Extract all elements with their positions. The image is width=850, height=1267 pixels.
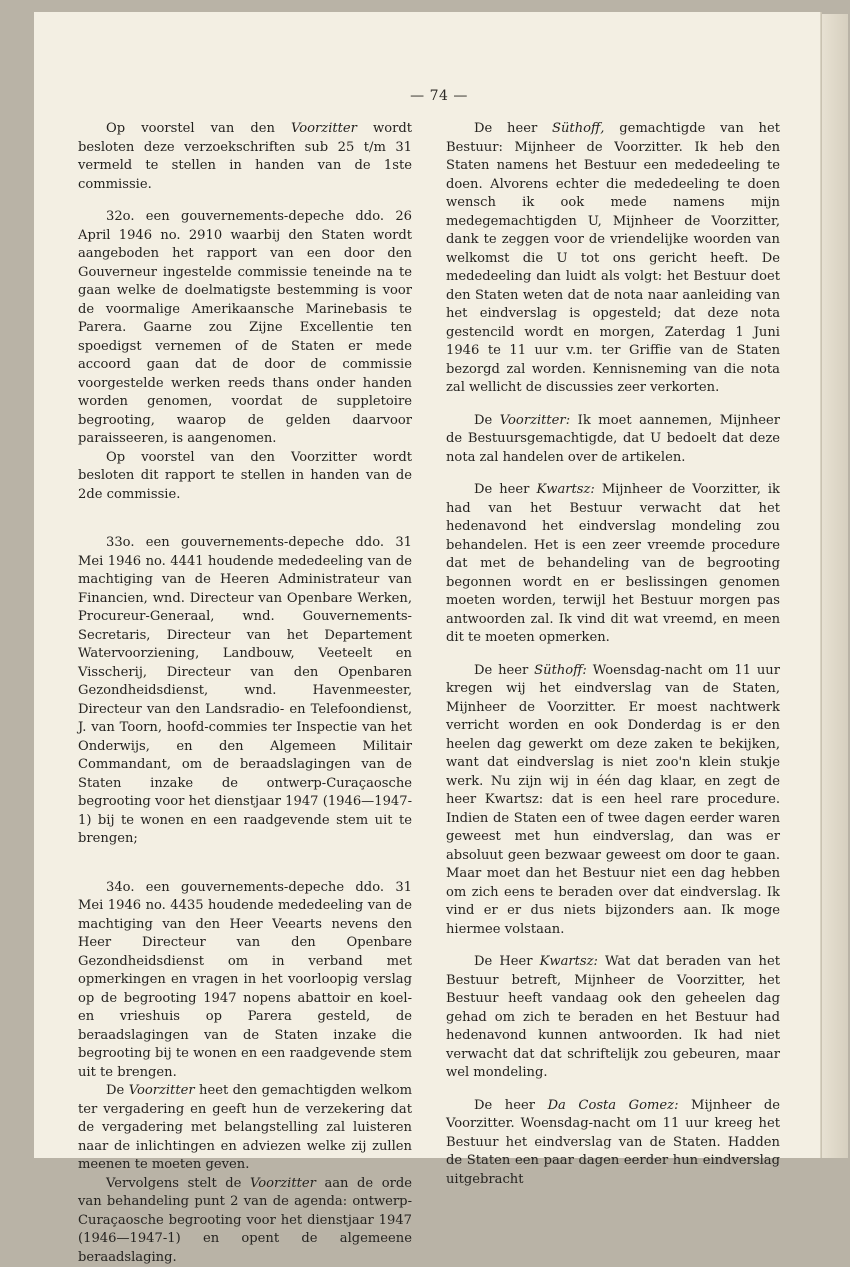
text-run: De heer xyxy=(474,1098,548,1113)
speaker-name: Kwartsz: xyxy=(536,482,594,497)
text-run: Vervolgens stelt de xyxy=(106,1176,250,1191)
page-number: — 74 — xyxy=(384,88,494,104)
text-run: De heer xyxy=(474,663,534,678)
paragraph xyxy=(446,662,780,940)
text-run: heet den gemachtigden welkom ter vergadering en geeft hun de verzekering dat de vergadering met belangstelling zal luisteren naar de inlichtingen en adviezen welke zij zullen meenen te moeten geven. xyxy=(78,1083,412,1172)
paragraph xyxy=(78,449,412,505)
paragraph xyxy=(78,208,412,449)
text-run: Mijnheer de Voorzitter, ik had van het Bestuur verwacht dat het hedenavond het eindverslag mondeling zou behandelen. Het is een zeer vreemde procedure dat met de behandeling van de begrooting begonnen wordt en er beslissingen genomen moeten worden, terwijl het Bestuur morgen pas antwoorden zal. Ik vind dit wat vreemd, en meen dit te moeten opmerken. xyxy=(446,482,780,645)
paragraph xyxy=(78,1082,412,1175)
text-run: De xyxy=(474,413,500,428)
text-run: wordt besloten deze verzoekschriften sub 25 t/m 31 vermeld te stellen in handen van de 1ste commissie. xyxy=(78,121,412,192)
paragraph xyxy=(78,1175,412,1267)
speaker-name: Süthoff, xyxy=(552,121,604,136)
paragraph xyxy=(446,953,780,1083)
text-run: 33o. een gouvernements-depeche ddo. 31 Mei 1946 no. 4441 houdende mededeeling van de machtiging van de Heeren Administrateur van Financien, wnd. Directeur van Openbare Werken, Procureur-Generaal, wnd. Gouvernements-Secretaris, Directeur van het Departement Watervoorziening, Landbouw, Veeteelt en Visscherij, Directeur van den Openbaren Gezondheidsdienst, wnd. Havenmeester, Directeur van den Landsradio- en Telefoondienst, J. van Toorn, hoofd-commies ter Inspectie van het Onderwijs, en den Algemeen Militair Commandant, om de beraadslagingen van de Staten inzake de ontwerp-Curaçaosche begrooting voor het dienstjaar 1947 (1946—1947-1) bij te wonen en een raadgevende stem uit te brengen; xyxy=(78,535,412,846)
text-run: De heer xyxy=(474,121,552,136)
text-run: aan de orde van behandeling punt 2 van de agenda: ontwerp-Curaçaosche begrooting voor het dienstjaar 1947 (1946—1947-1) en opent de algemeene beraadslaging. xyxy=(78,1176,412,1265)
speaker-name: Voorzitter xyxy=(291,121,357,136)
speaker-name: Süthoff: xyxy=(534,663,587,678)
paragraph xyxy=(446,120,780,398)
text-run: 32o. een gouvernements-depeche ddo. 26 April 1946 no. 2910 waarbij den Staten wordt aangeboden het rapport van een door den Gouverneur ingestelde commissie teneinde na te gaan welke de doelmatigste bestemming is voor de voormalige Amerikaansche Marinebasis te Parera. Gaarne zou Zijne Excellentie ten spoedigst vernemen of de Staten er mede accoord gaan dat de door de commissie voorgestelde werken reeds thans onder handen worden genomen, voordat de suppletoire begrooting, waarop de gelden daarvoor paraisseeren, is aangenomen. xyxy=(78,209,412,446)
text-run: 34o. een gouvernements-depeche ddo. 31 Mei 1946 no. 4435 houdende mededeeling van de machtiging van den Heer Veearts nevens den Heer Directeur van den Openbare Gezondheidsdienst om in verband met opmerkingen en vragen in het voorloopig verslag op de begrooting 1947 nopens abattoir en koel- en vrieshuis op Parera gesteld, de beraadslagingen van de Staten inzake die begrooting bij te wonen en een raadgevende stem uit te brengen. xyxy=(78,880,412,1080)
left-column xyxy=(78,120,412,1267)
speaker-name: Da Costa Gomez: xyxy=(548,1098,679,1113)
text-run: Ik moet aannemen, Mijnheer de Bestuursgemachtigde, dat U bedoelt dat deze nota zal handelen over de artikelen. xyxy=(446,413,780,465)
paragraph xyxy=(446,1097,780,1190)
text-run: gemachtigde van het Bestuur: Mijnheer de Voorzitter. Ik heb den Staten namens het Bestuur een mededeeling te doen. Alvorens echter die mededeeling te doen wensch ik ook mede namens mijn medegemachtigden U, Mijnheer de Voorzitter, dank te zeggen voor de vriendelijke woorden van welkomst die U tot ons gericht heeft. De mededeeling dan luidt als volgt: het Bestuur doet den Staten weten dat de nota naar aanleiding van het eindverslag is opgesteld; dat deze nota gestencild wordt en morgen, Zaterdag 1 Juni 1946 te 11 uur v.m. ter Griffie van de Staten bezorgd zal worden. Kennisneming van die nota zal wellicht de discussies zeer verkorten. xyxy=(446,121,780,395)
text-run: De heer xyxy=(474,482,536,497)
speaker-name: Voorzitter: xyxy=(500,413,570,428)
next-page-edge xyxy=(822,14,848,1158)
text-run: De xyxy=(106,1083,129,1098)
text-run: Op voorstel van den Voorzitter wordt besloten dit rapport te stellen in handen van de 2de commissie. xyxy=(78,450,412,502)
text-run: Wat dat beraden van het Bestuur betreft, Mijnheer de Voorzitter, het Bestuur heeft vandaag ook den geheelen dag gehad om zich te beraden en het Bestuur had hedenavond kunnen antwoorden. Ik had niet verwacht dat dat schriftelijk zou gebeuren, maar wel mondeling. xyxy=(446,954,780,1080)
right-column xyxy=(446,120,780,1189)
paragraph xyxy=(78,120,412,194)
text-run: Mijnheer de Voorzitter. Woensdag-nacht om 11 uur kreeg het Bestuur het eindverslag van de Staten. Hadden de Staten een paar dagen eerder hun eindverslag uitgebracht xyxy=(446,1098,780,1187)
paragraph xyxy=(78,534,412,849)
paragraph xyxy=(446,412,780,468)
speaker-name: Kwartsz: xyxy=(540,954,598,969)
paragraph xyxy=(446,481,780,648)
text-run: Op voorstel van den xyxy=(106,121,291,136)
paragraph xyxy=(78,879,412,1083)
speaker-name: Voorzitter xyxy=(129,1083,195,1098)
speaker-name: Voorzitter xyxy=(250,1176,316,1191)
text-run: Woensdag-nacht om 11 uur kregen wij het eindverslag van de Staten, Mijnheer de Voorzitter. Er moest nachtwerk verricht worden en ook Donderdag is er den heelen dag gewerkt om deze zaken te bekijken, want dat eindverslag is niet zoo'n klein stukje werk. Nu zijn wij in één dag klaar, en zegt de heer Kwartsz: dat is een heel rare procedure. Indien de Staten een of twee dagen eerder waren geweest met hun eindverslag, dan was er absoluut geen bezwaar geweest om door te gaan. Maar moet dan het Bestuur niet een dag hebben om zich eens te beraden over dat eindverslag. Ik vind er er dus niets bijzonders aan. Ik moge hiermee volstaan. xyxy=(446,663,780,937)
text-run: De Heer xyxy=(474,954,540,969)
